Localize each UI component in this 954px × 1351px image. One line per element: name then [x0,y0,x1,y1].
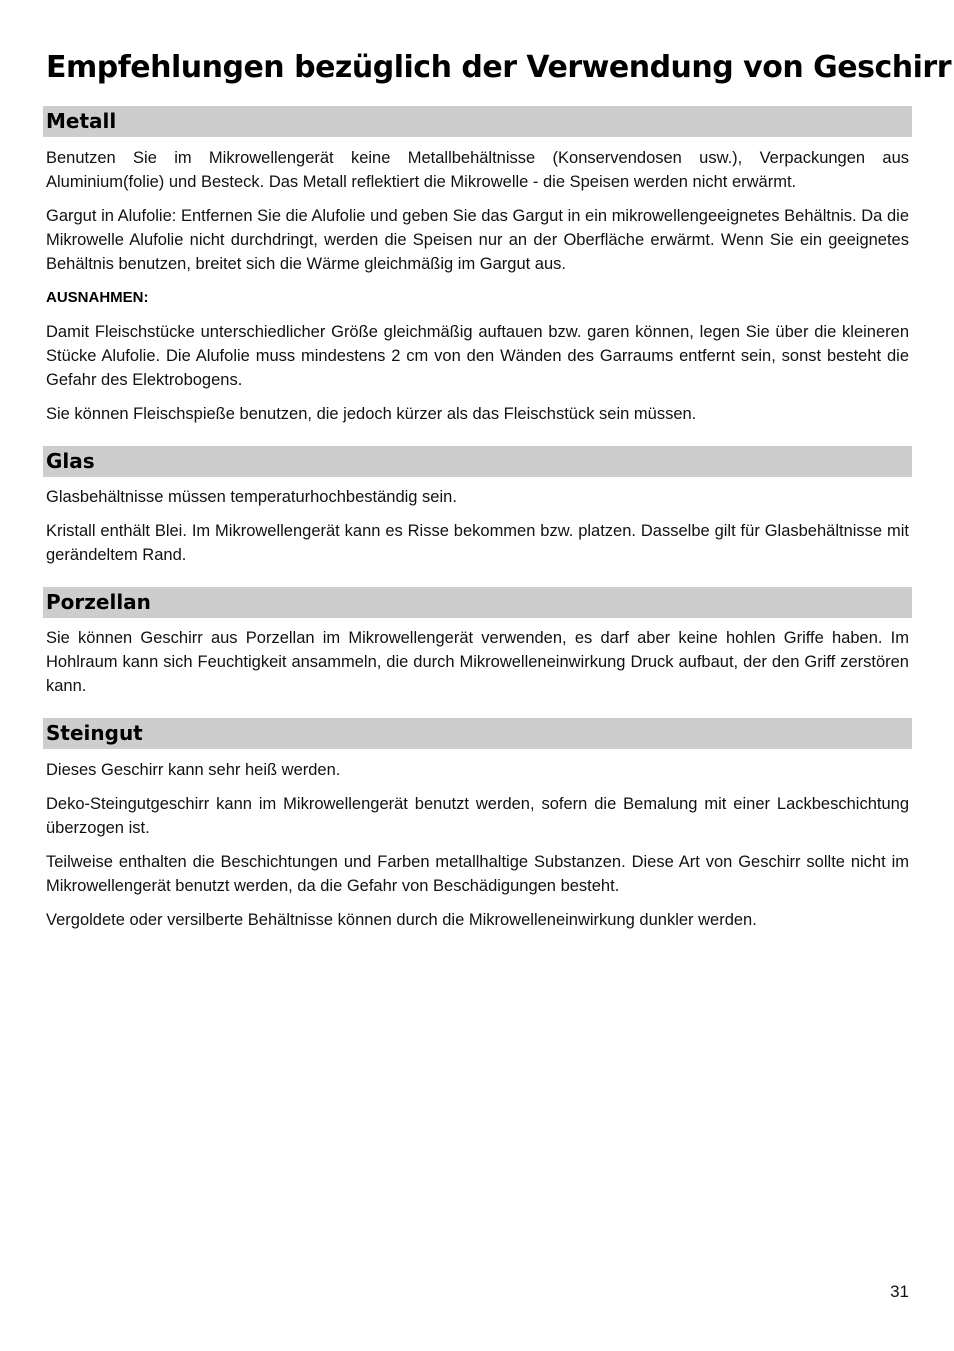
section-heading-metall: Metall [43,106,912,137]
porzellan-paragraph-1: Sie können Geschirr aus Porzellan im Mikrowellengerät verwenden, es darf aber keine hohlen Griffe haben. Im Hohlraum kann sich Feuchtigkeit ansammeln, die durch Mikrowelleneinwirkung Druck aufbaut, der den Griff zerstören kann. [46,629,909,695]
metall-paragraph-4: Sie können Fleischspieße benutzen, die jedoch kürzer als das Fleischstück sein müssen. [46,405,697,423]
steingut-paragraph-4: Vergoldete oder versilberte Behältnisse können durch die Mikrowelleneinwirkung dunkler werden. [46,911,757,929]
metall-paragraph-2: Gargut in Alufolie: Entfernen Sie die Alufolie und geben Sie das Gargut in ein mikrowellengeeignetes Behältnis. Da die Mikrowelle Alufolie nicht durchdringt, werden die Speisen nur an der Oberfläche erwärmt. Wenn Sie ein geeignetes Behältnis benutzen, breitet sich die Wärme gleichmäßig im Gargut aus. [46,207,909,273]
section-heading-porzellan: Porzellan [43,587,912,618]
section-heading-glas: Glas [43,446,912,477]
steingut-paragraph-2: Deko-Steingutgeschirr kann im Mikrowellengerät benutzt werden, sofern die Bemalung mit einer Lackbeschichtung überzogen ist. [46,795,909,837]
steingut-paragraph-3: Teilweise enthalten die Beschichtungen und Farben metallhaltige Substanzen. Diese Art von Geschirr sollte nicht im Mikrowellengerät benutzt werden, da die Gefahr von Beschädigungen besteht. [46,853,909,895]
metall-paragraph-3: Damit Fleischstücke unterschiedlicher Größe gleichmäßig auftauen bzw. garen können, legen Sie über die kleineren Stücke Alufolie. Die Alufolie muss mindestens 2 cm von den Wänden des Garraums entfernt sein, sonst besteht die Gefahr des Elektrobogens. [46,323,909,389]
page-title: Empfehlungen bezüglich der Verwendung von Geschirr [46,50,951,85]
glas-paragraph-1: Glasbehältnisse müssen temperaturhochbeständig sein. [46,488,457,506]
steingut-paragraph-1: Dieses Geschirr kann sehr heiß werden. [46,761,341,779]
glas-paragraph-2: Kristall enthält Blei. Im Mikrowellengerät kann es Risse bekommen bzw. platzen. Dasselbe gilt für Glasbehältnisse mit gerändeltem Rand. [46,522,909,564]
section-heading-steingut: Steingut [43,718,912,749]
exceptions-label: AUSNAHMEN: [46,289,149,306]
page-number: 31 [890,1282,909,1301]
metall-paragraph-1: Benutzen Sie im Mikrowellengerät keine Metallbehältnisse (Konservendosen usw.), Verpackungen aus Aluminium(folie) und Besteck. Das Metall reflektiert die Mikrowelle - die Speisen werden nicht erwärmt. [46,149,909,191]
